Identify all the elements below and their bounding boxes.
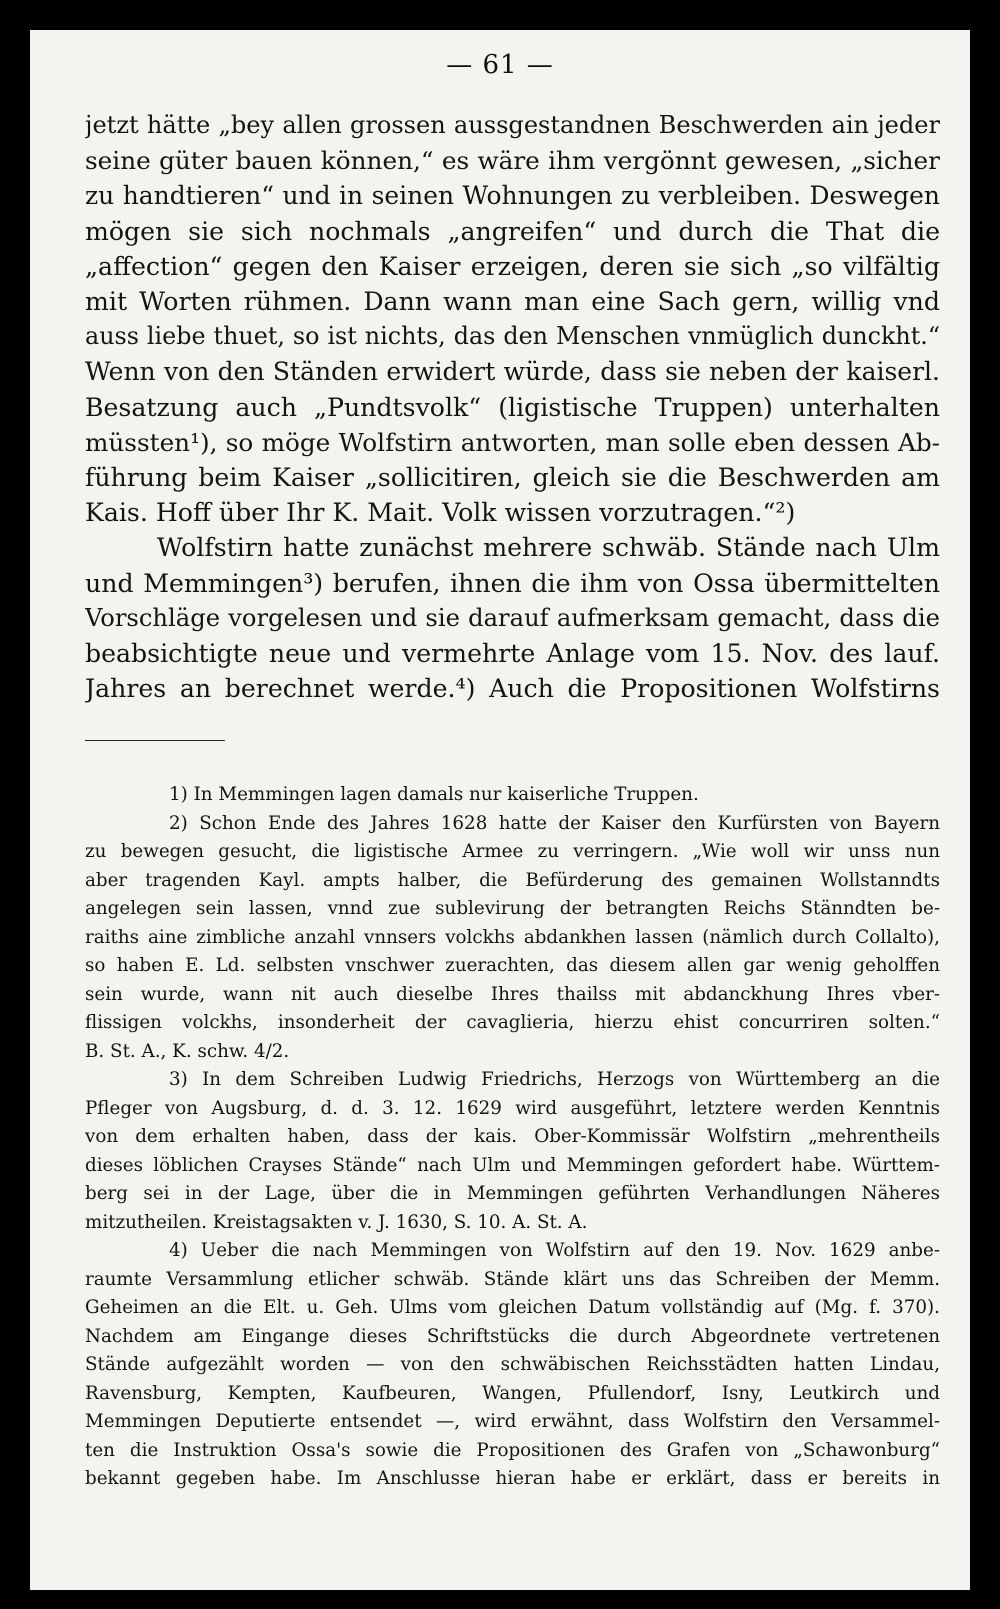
text-line: Jahres an berechnet werde.⁴) Auch die Propositionen Wolfstirns xyxy=(85,674,940,704)
footnote-line: Geheimen an die Elt. u. Geh. Ulms vom gleichen Datum vollständig auf (Mg. f. 370). xyxy=(85,1297,940,1318)
text-line: zu handtieren“ und in seinen Wohnungen zu verbleiben. Deswegen xyxy=(85,181,940,211)
footnote-line: ten die Instruktion Ossa's sowie die Propositionen des Grafen von „Schawonburg“ xyxy=(85,1439,940,1461)
text-line: mögen sie sich nochmals „angreifen“ und durch die That die xyxy=(85,216,940,246)
book-page xyxy=(30,30,970,1590)
text-line: mit Worten rühmen. Dann wann man eine Sach gern, willig vnd xyxy=(85,287,940,317)
footnote-line: 4) Ueber die nach Memmingen von Wolfstirn auf den 19. Nov. 1629 anbe- xyxy=(169,1240,940,1261)
footnote-line: 3) In dem Schreiben Ludwig Friedrichs, Herzogs von Württemberg an die xyxy=(169,1069,940,1090)
footnote-line: aber tragenden Kayl. ampts halber, die Befürderung des gemainen Wollstanndts xyxy=(85,869,940,891)
text-line: Wenn von den Ständen erwidert würde, dass sie neben der kaiserl. xyxy=(85,357,940,387)
text-line: und Memmingen³) berufen, ihnen die ihm von Ossa übermittelten xyxy=(85,568,940,598)
footnote-line: dieses löblichen Crayses Stände“ nach Ulm und Memmingen gefordert habe. Württem- xyxy=(85,1154,940,1176)
footnote-line: Memmingen Deputierte entsendet —, wird erwähnt, dass Wolfstirn den Versammel- xyxy=(85,1411,940,1432)
footnote-line: Nachdem am Eingange dieses Schriftstücks die durch Abgeordnete vertretenen xyxy=(85,1325,940,1347)
footnote-line: B. St. A., K. schw. 4/2. xyxy=(85,1040,290,1062)
footnote-line: 1) In Memmingen lagen damals nur kaiserliche Truppen. xyxy=(169,784,699,805)
footnote-line: zu bewegen gesucht, die ligistische Armee zu verringern. „Wie woll wir unss nun xyxy=(85,841,940,862)
footnotes xyxy=(85,781,940,1494)
footnote-line: angelegen sein lassen, vnnd zue sublevirung der betrangten Reichs Stänndten be- xyxy=(85,898,940,919)
footnote-line: Ravensburg, Kempten, Kaufbeuren, Wangen, Pfullendorf, Isny, Leutkirch und xyxy=(85,1382,940,1404)
text-line: auss liebe thuet, so ist nichts, das den Menschen vnmüglich dunckht.“ xyxy=(85,322,940,351)
text-line: Wolfstirn hatte zunächst mehrere schwäb. Stände nach Ulm xyxy=(157,533,940,563)
text-line: Kais. Hoff über Ihr K. Mait. Volk wissen vorzutragen.“²) xyxy=(85,498,796,528)
page-number: — 61 — xyxy=(446,50,554,80)
footnote-divider xyxy=(85,740,225,741)
footnote-line: mitzutheilen. Kreistagsakten v. J. 1630, S. 10. A. St. A. xyxy=(85,1211,588,1233)
text-line: müssten¹), so möge Wolfstirn antworten, man solle eben dessen Ab- xyxy=(85,427,940,457)
text-line: seine güter bauen können,“ es wäre ihm vergönnt gewesen, „sicher xyxy=(85,146,940,176)
footnote-line: Stände aufgezählt worden — von den schwäbischen Reichsstädten hatten Lindau, xyxy=(85,1354,940,1375)
text-line: Besatzung auch „Pundtsvolk“ (ligistische Truppen) unterhalten xyxy=(85,392,940,422)
text-line: jetzt hätte „bey allen grossen aussgestandnen Beschwerden ain jeder xyxy=(85,111,940,139)
footnote-line: bekannt gegeben habe. Im Anschlusse hieran habe er erklärt, dass er bereits in xyxy=(85,1468,940,1489)
footnote-line: raumte Versammlung etlicher schwäb. Stände klärt uns das Schreiben der Memm. xyxy=(85,1268,940,1290)
text-line: Vorschläge vorgelesen und sie darauf aufmerksam gemacht, dass die xyxy=(85,603,940,632)
footnote-line: Pfleger von Augsburg, d. d. 3. 12. 1629 wird ausgeführt, letztere werden Kenntnis xyxy=(85,1097,940,1119)
main-text xyxy=(85,108,940,706)
text-line: „affection“ gegen den Kaiser erzeigen, deren sie sich „so vilfältig xyxy=(85,251,940,281)
footnote-line: so haben E. Ld. selbsten vnschwer zuerachten, das diesem allen gar wenig geholffen xyxy=(85,955,940,976)
footnote-line: raiths aine zimbliche anzahl vnnsers volckhs abdankhen lassen (nämlich durch Collalto), xyxy=(85,926,940,948)
footnote-line: sein wurde, wann nit auch dieselbe Ihres thailss mit abdanckhung Ihres vber- xyxy=(85,983,940,1005)
text-line: führung beim Kaiser „sollicitiren, gleich sie die Beschwerden am xyxy=(85,463,940,493)
footnote-line: berg sei in der Lage, über die in Memmingen geführten Verhandlungen Näheres xyxy=(85,1183,940,1204)
footnote-line: 2) Schon Ende des Jahres 1628 hatte der Kaiser den Kurfürsten von Bayern xyxy=(169,812,940,834)
footnote-line: flissigen volckhs, insonderheit der cavaglieria, hierzu ehist concurriren solten.“ xyxy=(85,1012,940,1033)
footnote-line: von dem erhalten haben, dass der kais. Ober-Kommissär Wolfstirn „mehrentheils xyxy=(85,1126,940,1147)
text-line: beabsichtigte neue und vermehrte Anlage vom 15. Nov. des lauf. xyxy=(85,639,940,669)
